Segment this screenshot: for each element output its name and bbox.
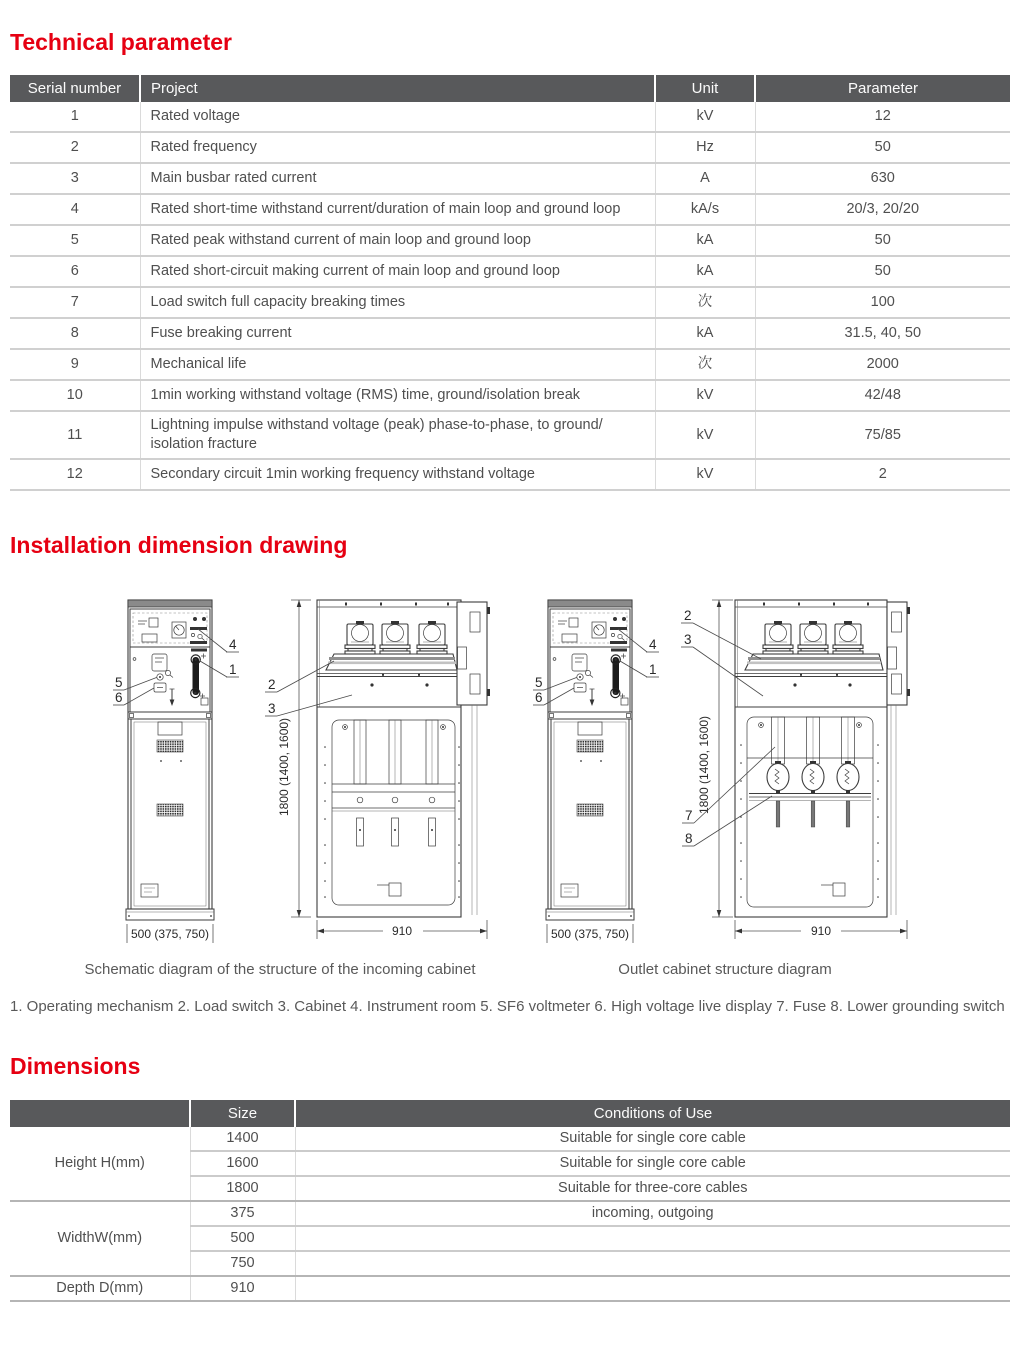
incoming-cabinet-side-view-drawing — [255, 597, 495, 952]
table-row — [10, 1127, 1010, 1151]
serial-cell: 2 — [10, 132, 140, 163]
condition-cell — [295, 1251, 1010, 1276]
parameter-cell: 2 — [755, 459, 1010, 490]
side-depth-dimension: 910 — [391, 924, 413, 938]
outlet-cabinet-front-view-drawing — [525, 597, 675, 952]
label-6-live-display: 6 — [535, 690, 543, 705]
serial-cell: 3 — [10, 163, 140, 194]
unit-cell: 次 — [655, 287, 755, 318]
dimensions-title: Dimensions — [10, 1053, 141, 1079]
unit-cell: A — [655, 163, 755, 194]
serial-cell: 12 — [10, 459, 140, 490]
unit-cell: kA — [655, 318, 755, 349]
serial-cell: 10 — [10, 380, 140, 411]
column-header-size: Size — [190, 1100, 295, 1127]
serial-cell: 4 — [10, 194, 140, 225]
label-4-instrument-room: 4 — [229, 637, 237, 652]
table-row — [10, 459, 1010, 490]
serial-cell: 7 — [10, 287, 140, 318]
column-header-conditions: Conditions of Use — [295, 1100, 1010, 1127]
label-8-lower-grounding-switch: 8 — [685, 831, 693, 846]
parameter-cell: 31.5, 40, 50 — [755, 318, 1010, 349]
table-row — [10, 349, 1010, 380]
size-cell: 375 — [190, 1201, 295, 1226]
label-5-sf6-voltmeter: 5 — [115, 675, 123, 690]
size-cell: 500 — [190, 1226, 295, 1251]
size-cell: 750 — [190, 1251, 295, 1276]
side-height-dimension: 1800 (1400, 1600) — [277, 717, 291, 817]
table-row — [10, 287, 1010, 318]
label-5-sf6-voltmeter: 5 — [535, 675, 543, 690]
dimensions-table — [10, 1100, 1010, 1302]
size-cell: 910 — [190, 1276, 295, 1301]
installation-drawings — [0, 597, 1020, 952]
table-row — [10, 163, 1010, 194]
size-cell: 1600 — [190, 1151, 295, 1176]
parameter-cell: 50 — [755, 256, 1010, 287]
label-7-fuse: 7 — [685, 808, 693, 823]
parameter-cell: 630 — [755, 163, 1010, 194]
project-cell: Rated peak withstand current of main loop and ground loop — [140, 225, 655, 256]
serial-cell: 11 — [10, 411, 140, 459]
column-header-blank — [10, 1100, 190, 1127]
serial-cell: 8 — [10, 318, 140, 349]
drawing-captions — [0, 961, 1020, 985]
parameter-cell: 75/85 — [755, 411, 1010, 459]
dimensions-table-header — [10, 1100, 1010, 1127]
header-row — [10, 1100, 1010, 1127]
unit-cell: 次 — [655, 349, 755, 380]
front-width-dimension: 500 (375, 750) — [550, 927, 630, 941]
column-header-unit: Unit — [655, 75, 755, 102]
header-row — [10, 75, 1010, 102]
size-cell: 1800 — [190, 1176, 295, 1201]
label-4-instrument-room: 4 — [649, 637, 657, 652]
table-row — [10, 132, 1010, 163]
unit-cell: kV — [655, 411, 755, 459]
table-row — [10, 411, 1010, 459]
label-2-load-switch: 2 — [684, 608, 692, 623]
side-height-dimension: 1800 (1400, 1600) — [697, 715, 711, 815]
label-3-cabinet: 3 — [684, 632, 692, 647]
serial-cell: 5 — [10, 225, 140, 256]
project-cell: Rated voltage — [140, 102, 655, 132]
unit-cell: kA — [655, 256, 755, 287]
installation-dimension-title: Installation dimension drawing — [10, 532, 348, 558]
condition-cell — [295, 1226, 1010, 1251]
table-row — [10, 1201, 1010, 1226]
dimensions-table-body — [10, 1127, 1010, 1301]
drawing-parts-legend: 1. Operating mechanism 2. Load switch 3. Cabinet 4. Instrument room 5. SF6 voltmeter 6. High voltage live display 7. Fuse 8. Lower grounding switch — [10, 998, 1005, 1015]
unit-cell: kA/s — [655, 194, 755, 225]
condition-cell — [295, 1276, 1010, 1301]
project-cell: Lightning impulse withstand voltage (peak) phase-to-phase, to ground/ isolation fracture — [140, 411, 655, 459]
serial-cell: 6 — [10, 256, 140, 287]
unit-cell: kV — [655, 459, 755, 490]
project-cell: Rated short-time withstand current/duration of main loop and ground loop — [140, 194, 655, 225]
project-cell: Load switch full capacity breaking times — [140, 287, 655, 318]
condition-cell: Suitable for three-core cables — [295, 1176, 1010, 1201]
serial-cell: 9 — [10, 349, 140, 380]
label-1-operating-mechanism: 1 — [229, 662, 237, 677]
incoming-cabinet-caption: Schematic diagram of the structure of the incoming cabinet — [84, 961, 476, 978]
unit-cell: Hz — [655, 132, 755, 163]
column-header-project: Project — [140, 75, 655, 102]
project-cell: Mechanical life — [140, 349, 655, 380]
outlet-cabinet-side-view-drawing — [675, 597, 925, 952]
outlet-cabinet-caption: Outlet cabinet structure diagram — [618, 961, 832, 978]
technical-parameter-table-header — [10, 75, 1010, 102]
project-cell: Fuse breaking current — [140, 318, 655, 349]
technical-parameter-table — [10, 75, 1010, 491]
side-depth-dimension: 910 — [810, 924, 832, 938]
column-header-serial: Serial number — [10, 75, 140, 102]
unit-cell: kV — [655, 380, 755, 411]
project-cell: Main busbar rated current — [140, 163, 655, 194]
label-3-cabinet: 3 — [268, 701, 276, 716]
project-cell: Rated frequency — [140, 132, 655, 163]
table-row — [10, 256, 1010, 287]
table-row — [10, 225, 1010, 256]
parameter-cell: 12 — [755, 102, 1010, 132]
condition-cell: Suitable for single core cable — [295, 1151, 1010, 1176]
parameter-cell: 50 — [755, 132, 1010, 163]
table-row — [10, 102, 1010, 132]
label-2-load-switch: 2 — [268, 677, 276, 692]
front-width-dimension: 500 (375, 750) — [130, 927, 210, 941]
parameter-cell: 100 — [755, 287, 1010, 318]
table-row — [10, 1276, 1010, 1301]
condition-cell: incoming, outgoing — [295, 1201, 1010, 1226]
label-6-live-display: 6 — [115, 690, 123, 705]
label-1-operating-mechanism: 1 — [649, 662, 657, 677]
technical-parameter-title: Technical parameter — [10, 29, 233, 55]
unit-cell: kA — [655, 225, 755, 256]
technical-parameter-table-body — [10, 102, 1010, 490]
condition-cell: Suitable for single core cable — [295, 1127, 1010, 1151]
parameter-cell: 20/3, 20/20 — [755, 194, 1010, 225]
project-cell: Secondary circuit 1min working frequency withstand voltage — [140, 459, 655, 490]
parameter-cell: 50 — [755, 225, 1010, 256]
table-row — [10, 318, 1010, 349]
dimension-group-label: Depth D(mm) — [10, 1276, 190, 1301]
parameter-cell: 42/48 — [755, 380, 1010, 411]
project-cell: Rated short-circuit making current of main loop and ground loop — [140, 256, 655, 287]
dimension-group-label: Height H(mm) — [10, 1127, 190, 1201]
unit-cell: kV — [655, 102, 755, 132]
table-row — [10, 194, 1010, 225]
column-header-parameter: Parameter — [755, 75, 1010, 102]
dimension-group-label: WidthW(mm) — [10, 1201, 190, 1276]
serial-cell: 1 — [10, 102, 140, 132]
parameter-cell: 2000 — [755, 349, 1010, 380]
project-cell: 1min working withstand voltage (RMS) time, ground/isolation break — [140, 380, 655, 411]
size-cell: 1400 — [190, 1127, 295, 1151]
table-row — [10, 380, 1010, 411]
incoming-cabinet-front-view-drawing — [105, 597, 255, 952]
